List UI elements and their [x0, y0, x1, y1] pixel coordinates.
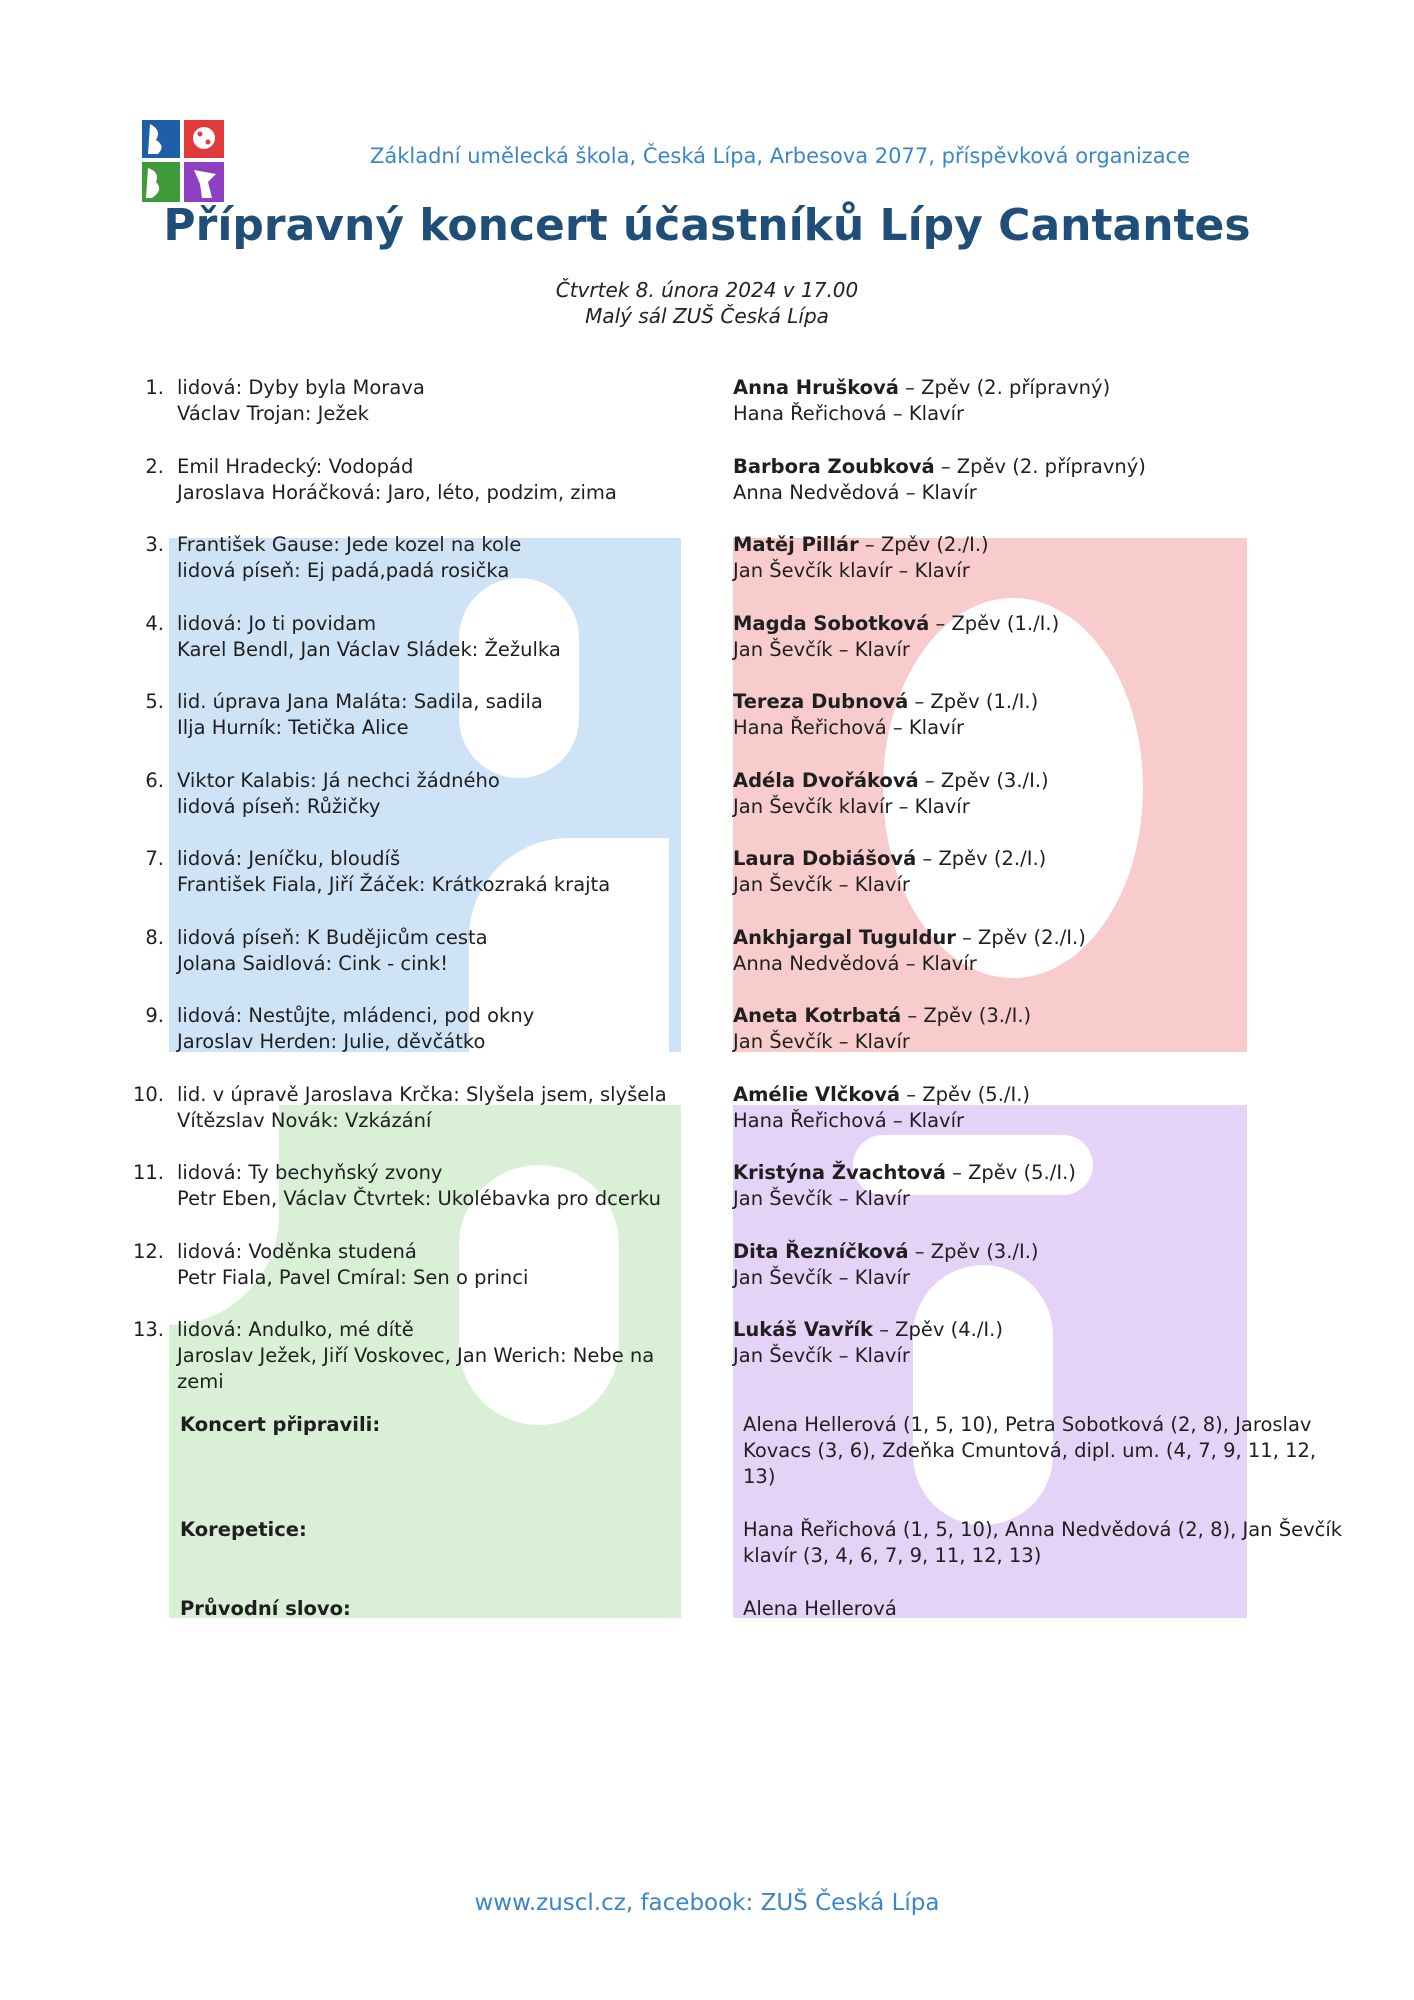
program-item	[0, 1003, 1414, 1083]
accompanist: Hana Řeřichová – Klavír	[733, 402, 965, 425]
performer-role: – Zpěv (3./I.)	[918, 768, 1049, 792]
performer-role: – Zpěv (3./I.)	[908, 1239, 1039, 1263]
performer-role: – Zpěv (2./I.)	[916, 847, 1047, 870]
accompanist: Hana Řeřichová – Klavír	[733, 1108, 965, 1132]
performer-role: – Zpěv (2./I.)	[858, 533, 989, 556]
slovo-value: Alena Hellerová	[743, 1597, 897, 1620]
program-item	[0, 768, 1414, 848]
piece-title: lidová: Andulko, mé dítě	[177, 1318, 414, 1341]
performer-role: – Zpěv (2./I.)	[955, 925, 1086, 949]
item-number: 2.	[145, 454, 164, 478]
piece-title: Ilja Hurník: Tetička Alice	[177, 716, 409, 739]
program-item	[0, 1317, 1414, 1427]
piece-title: lidová píseň: K Budějicům cesta	[177, 925, 488, 949]
performer-name: Amélie Vlčková	[733, 1082, 901, 1106]
piece-title: Karel Bendl, Jan Václav Sládek: Žežulka	[177, 637, 561, 661]
accompanist: Jan Ševčík klavír – Klavír	[733, 794, 970, 818]
piece-title: Jaroslava Horáčková: Jaro, léto, podzim, zima	[177, 480, 617, 504]
accompanist: Jan Ševčík – Klavír	[733, 1187, 910, 1210]
piece-title: lid. v úpravě Jaroslava Krčka: Slyšela jsem, slyšela	[177, 1082, 667, 1106]
accompanist: Jan Ševčík klavír – Klavír	[733, 559, 970, 582]
slovo-label: Průvodní slovo:	[180, 1597, 351, 1620]
item-number: 6.	[145, 768, 164, 792]
piece-title: lid. úprava Jana Maláta: Sadila, sadila	[177, 690, 543, 713]
item-number: 3.	[145, 533, 164, 556]
performer-name: Tereza Dubnová	[733, 690, 909, 713]
website-link[interactable]: www.zuscl.cz, facebook: ZUŠ Česká Lípa	[474, 1890, 940, 1916]
item-number: 11.	[132, 1161, 164, 1184]
performer-name: Adéla Dvořáková	[733, 768, 919, 792]
item-number: 12.	[132, 1239, 164, 1263]
program-item	[0, 1239, 1414, 1319]
korepetice-label: Korepetice:	[180, 1518, 307, 1541]
accompanist: Anna Nedvědová – Klavír	[733, 480, 977, 504]
program-item	[0, 454, 1414, 534]
performer-name: Magda Sobotková	[733, 611, 930, 635]
item-number: 8.	[145, 925, 164, 949]
program-item	[0, 1160, 1414, 1240]
piece-title: František Fiala, Jiří Žáček: Krátkozraká krajta	[177, 873, 611, 896]
piece-title: Jaroslav Ježek, Jiří Voskovec, Jan Werich: Nebe na zemi	[177, 1344, 655, 1393]
performer-role: – Zpěv (5./I.)	[945, 1161, 1076, 1184]
school-name: Základní umělecká škola, Česká Lípa, Arbesova 2077, příspěvková organizace	[369, 144, 1191, 168]
program-item	[0, 689, 1414, 769]
item-number: 1.	[145, 376, 164, 399]
performer-name: Anna Hrušková	[733, 376, 899, 399]
korepetice-value: Hana Řeřichová (1, 5, 10), Anna Nedvědová (2, 8), Jan Ševčík klavír (3, 4, 6, 7, 9, 11, 12, 13)	[743, 1518, 1343, 1567]
accompanist: Anna Nedvědová – Klavír	[733, 951, 977, 975]
piece-title: lidová: Ty bechyňský zvony	[177, 1161, 443, 1184]
piece-title: lidová: Jo ti povidam	[177, 611, 377, 635]
performer-name: Laura Dobiášová	[733, 847, 917, 870]
piece-title: Viktor Kalabis: Já nechci žádného	[177, 768, 500, 792]
performer-name: Dita Řezníčková	[733, 1239, 909, 1263]
performer-role: – Zpěv (2. přípravný)	[934, 454, 1146, 478]
performer-role: – Zpěv (1./I.)	[908, 690, 1039, 713]
item-number: 5.	[145, 690, 164, 713]
performer-role: – Zpěv (1./I.)	[929, 611, 1060, 635]
performer-name: Barbora Zoubková	[733, 454, 935, 478]
performer-role: – Zpěv (3./I.)	[901, 1004, 1032, 1027]
piece-title: lidová: Dyby byla Morava	[177, 376, 425, 399]
piece-title: Petr Eben, Václav Čtvrtek: Ukolébavka pro dcerku	[177, 1187, 661, 1210]
accompanist: Hana Řeřichová – Klavír	[733, 716, 965, 739]
performer-name: Matěj Pillár	[733, 533, 859, 556]
item-number: 9.	[145, 1004, 164, 1027]
piece-title: Vítězslav Novák: Vzkázání	[177, 1108, 432, 1132]
program-item	[0, 925, 1414, 1005]
item-number: 10.	[132, 1082, 164, 1106]
performer-role: – Zpěv (5./I.)	[900, 1082, 1031, 1106]
program-item	[0, 611, 1414, 691]
piece-title: Václav Trojan: Ježek	[177, 402, 369, 425]
piece-title: lidová: Voděnka studená	[177, 1239, 417, 1263]
performer-name: Aneta Kotrbatá	[733, 1004, 902, 1027]
performer-name: Kristýna Žvachtová	[733, 1161, 946, 1184]
accompanist: Jan Ševčík – Klavír	[733, 637, 910, 661]
page-title: Přípravný koncert účastníků Lípy Cantantes	[163, 200, 1251, 251]
piece-title: Jaroslav Herden: Julie, děvčátko	[177, 1030, 486, 1053]
performer-name: Lukáš Vavřík	[733, 1318, 873, 1341]
piece-title: lidová: Nestůjte, mládenci, pod okny	[177, 1004, 535, 1027]
accompanist: Jan Ševčík – Klavír	[733, 1030, 910, 1053]
piece-title: lidová: Jeníčku, bloudíš	[177, 847, 401, 870]
program-item	[0, 846, 1414, 926]
item-number: 7.	[145, 847, 164, 870]
program-item	[0, 532, 1414, 612]
piece-title: lidová píseň: Ej padá,padá rosička	[177, 559, 510, 582]
concert-date: Čtvrtek 8. února 2024 v 17.00	[555, 278, 859, 302]
prepared-label: Koncert připravili:	[180, 1413, 381, 1436]
school-logo	[142, 120, 224, 202]
performer-role: – Zpěv (2. přípravný)	[898, 376, 1111, 399]
piece-title: Jolana Saidlová: Cink - cink!	[177, 951, 449, 975]
concert-venue: Malý sál ZUŠ Česká Lípa	[585, 304, 829, 328]
item-number: 4.	[145, 611, 164, 635]
accompanist: Jan Ševčík – Klavír	[733, 1265, 910, 1289]
piece-title: lidová píseň: Růžičky	[177, 794, 381, 818]
program-item	[0, 1082, 1414, 1162]
item-number: 13.	[132, 1318, 164, 1341]
performer-role: – Zpěv (4./I.)	[873, 1318, 1003, 1341]
prepared-value: Alena Hellerová (1, 5, 10), Petra Sobotková (2, 8), Jaroslav Kovacs (3, 6), Zdeňka Cmuntová, dipl. um. (4, 7, 9, 11, 12, 13)	[743, 1413, 1317, 1488]
performer-name: Ankhjargal Tuguldur	[733, 925, 956, 949]
piece-title: Emil Hradecký: Vodopád	[177, 454, 414, 478]
accompanist: Jan Ševčík – Klavír	[733, 873, 910, 896]
piece-title: Petr Fiala, Pavel Cmíral: Sen o princi	[177, 1265, 529, 1289]
accompanist: Jan Ševčík – Klavír	[733, 1344, 910, 1367]
piece-title: František Gause: Jede kozel na kole	[177, 533, 522, 556]
program-item	[0, 375, 1414, 455]
